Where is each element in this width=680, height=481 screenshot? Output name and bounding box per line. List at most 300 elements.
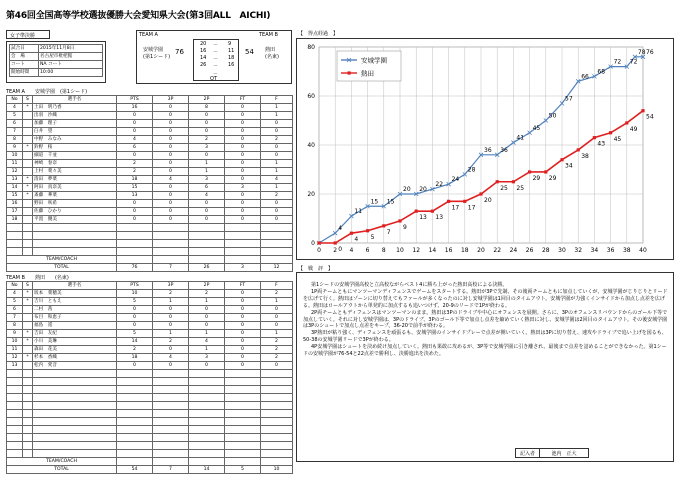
empty-row — [7, 402, 293, 410]
ot-row — [194, 70, 240, 77]
table-row — [7, 168, 293, 176]
table-cell: 0 — [153, 314, 189, 322]
column-header: FT — [225, 282, 261, 290]
table-cell: 2 — [189, 290, 225, 298]
table-cell: 出羽 沙織 — [33, 112, 117, 120]
info-value: 10:00 — [39, 69, 103, 77]
empty-row — [7, 450, 293, 458]
table-cell: 13 — [117, 192, 153, 200]
data-label: 9 — [403, 223, 407, 231]
table-cell: 0 — [153, 168, 189, 176]
table-cell: 0 — [189, 306, 225, 314]
table-cell: 0 — [225, 112, 261, 120]
data-label: 45 — [532, 124, 541, 132]
table-cell: 0 — [261, 306, 293, 314]
score-progress-chart — [296, 38, 674, 260]
table-cell: 2 — [261, 346, 293, 354]
table-row — [7, 160, 293, 168]
empty-row — [7, 232, 293, 240]
table-cell: 2 — [261, 354, 293, 362]
data-point-team-b — [593, 136, 596, 139]
table-cell: 0 — [189, 362, 225, 370]
table-cell — [23, 152, 33, 160]
table-cell: 12 — [7, 354, 23, 362]
data-label: 68 — [597, 68, 606, 76]
column-header: PTS — [117, 282, 153, 290]
data-point-team-b — [528, 170, 531, 173]
table-cell: 1 — [153, 298, 189, 306]
table-cell: 0 — [225, 330, 261, 338]
table-cell: 0 — [153, 128, 189, 136]
data-point-team-b — [366, 229, 369, 232]
info-key: 会 場 — [10, 53, 39, 61]
table-cell — [23, 120, 33, 128]
info-row — [10, 53, 103, 61]
x-tick-label: 18 — [460, 247, 469, 254]
data-label: 15 — [370, 198, 379, 206]
table-cell: 0 — [225, 168, 261, 176]
data-label: 29 — [548, 174, 557, 182]
info-row — [10, 61, 103, 69]
empty-row — [7, 386, 293, 394]
table-cell: 11 — [7, 160, 23, 168]
column-header: F — [261, 282, 293, 290]
table-row — [7, 208, 293, 216]
table-cell: 7 — [7, 314, 23, 322]
table-cell: 0 — [261, 120, 293, 128]
score-progress-svg — [297, 39, 673, 259]
table-cell: 佐藤 ひかり — [33, 208, 117, 216]
x-tick-label: 4 — [349, 247, 354, 254]
table-cell: 18 — [117, 354, 153, 362]
column-header: 選手名 — [33, 96, 117, 104]
team-b-label: TEAM B — [259, 32, 278, 38]
column-header: 2P — [189, 96, 225, 104]
quarter-dash: － — [213, 49, 219, 55]
report-text — [303, 282, 669, 358]
table-cell: 10 — [7, 152, 23, 160]
quarter-dash: － — [213, 42, 219, 48]
info-key: 試合日 — [10, 45, 39, 53]
total-label: TOTAL — [7, 264, 117, 272]
table-row — [7, 112, 293, 120]
table-cell: 1 — [261, 298, 293, 306]
x-tick-label: 28 — [541, 247, 550, 254]
table-cell: 0 — [225, 290, 261, 298]
table-cell: 0 — [153, 184, 189, 192]
table-row — [7, 322, 293, 330]
data-label: 45 — [613, 135, 622, 143]
data-label: 78 — [637, 48, 646, 56]
quarter-b: 18 — [228, 55, 235, 61]
table-cell: 吉田 友紀 — [33, 330, 117, 338]
table-cell: 0 — [189, 322, 225, 330]
table-cell: * — [23, 330, 33, 338]
table-cell: 0 — [117, 314, 153, 322]
table-cell: 中野 みなみ — [33, 136, 117, 144]
page-title: 第46回全国高等学校選抜優勝大会愛知県大会(第3回ALL AICHI) — [6, 11, 271, 21]
table-cell: 0 — [225, 120, 261, 128]
table-cell: 0 — [189, 200, 225, 208]
table-header — [7, 282, 293, 290]
total-cell: 12 — [261, 264, 293, 272]
y-tick-label: 80 — [307, 44, 315, 51]
quarter-b: 16 — [228, 62, 235, 68]
report-paragraph: 1P両チームともにマンツーマンディフェンスでゲームをスタートする。熱田が3Pで先制、その後両チームともに加点していくが、安城学園がじりじりとリードを広げて行く。熱田はゾーンに切り替えてもファールが多くなったのに対し安城学園は1回目のタイムアウト。安城学園が力強くインサイドから加点し点差を広げる。熱田はロールアウトから単発的に加点するも追いつけず、20-9のリードで1Pが終わる。 — [303, 288, 668, 309]
data-label: 15 — [386, 198, 395, 206]
quarter-row — [194, 55, 240, 62]
table-cell: 0 — [117, 216, 153, 224]
data-label: 72 — [613, 58, 622, 66]
info-value: 名古屋市枇杷館 — [39, 53, 103, 61]
data-label: 20 — [403, 186, 411, 193]
data-label: 29 — [532, 174, 541, 182]
table-cell: 2 — [117, 168, 153, 176]
table-row — [7, 362, 293, 370]
empty-row — [7, 418, 293, 426]
data-label: 50 — [548, 112, 557, 120]
table-cell: 7 — [7, 128, 23, 136]
info-value: 2015年11月8日 — [39, 45, 103, 53]
table-cell: 8 — [189, 104, 225, 112]
data-label: 25 — [500, 184, 508, 192]
legend-label: 熱田 — [361, 69, 374, 78]
team-a-caption: TEAM A 安城学園 (第1シード) — [6, 89, 88, 95]
table-cell: 1 — [261, 104, 293, 112]
table-row — [7, 354, 293, 362]
column-header: F — [261, 96, 293, 104]
table-cell: 0 — [153, 322, 189, 330]
category-label: 女子準決勝 — [10, 33, 36, 39]
table-cell: 3 — [189, 176, 225, 184]
total-cell: 14 — [189, 466, 225, 474]
table-cell: 0 — [117, 128, 153, 136]
table-cell: 0 — [261, 200, 293, 208]
data-point-team-b — [463, 200, 466, 203]
table-cell — [23, 314, 33, 322]
table-cell: 布目 和恵子 — [33, 314, 117, 322]
x-tick-label: 30 — [558, 247, 566, 254]
quarter-b: 11 — [228, 48, 235, 54]
data-label: 5 — [370, 233, 375, 241]
data-label: 24 — [451, 176, 460, 184]
table-cell: 0 — [189, 152, 225, 160]
table-cell: 0 — [153, 152, 189, 160]
table-cell: 0 — [153, 192, 189, 200]
total-row — [7, 466, 293, 474]
data-point-team-b — [334, 241, 337, 244]
report-heading: 【 戦 評 】 — [298, 266, 334, 272]
table-cell — [23, 160, 33, 168]
table-cell: 清田 夢菜 — [33, 176, 117, 184]
data-label: 76 — [646, 48, 654, 56]
data-point-team-b — [382, 224, 385, 227]
table-cell: 11 — [7, 346, 23, 354]
table-cell: 18 — [7, 216, 23, 224]
data-point-team-b — [625, 121, 628, 124]
table-row — [7, 152, 293, 160]
empty-row — [7, 434, 293, 442]
team-a-stats-table — [6, 95, 293, 272]
table-cell: 2 — [261, 136, 293, 144]
data-label: 34 — [565, 162, 573, 170]
table-cell: 1 — [261, 330, 293, 338]
quarter-dash: － — [213, 56, 219, 62]
table-cell: 0 — [189, 128, 225, 136]
table-cell: 0 — [225, 354, 261, 362]
table-cell: 0 — [225, 314, 261, 322]
category-badge — [6, 30, 50, 39]
table-cell: 0 — [261, 208, 293, 216]
table-row — [7, 290, 293, 298]
table-cell: 15 — [7, 192, 23, 200]
quarter-row — [194, 62, 240, 69]
table-cell: 9 — [7, 144, 23, 152]
coach-label: TEAM/COACH — [7, 256, 117, 264]
table-cell: 0 — [153, 160, 189, 168]
table-row — [7, 136, 293, 144]
empty-row — [7, 370, 293, 378]
data-point-team-b — [609, 131, 612, 134]
table-row — [7, 216, 293, 224]
data-label: 36 — [500, 146, 508, 154]
table-cell: 0 — [189, 216, 225, 224]
table-cell: 9 — [7, 330, 23, 338]
data-label: 4 — [354, 236, 359, 244]
x-tick-label: 2 — [333, 247, 338, 254]
table-row — [7, 298, 293, 306]
table-header — [7, 96, 293, 104]
x-tick-label: 36 — [606, 247, 615, 254]
chart-heading: 【 得点経過 】 — [298, 31, 339, 37]
report-paragraph: 3P熱田が粘り強く、ディフェンスを頑張るも、安城学園のインサイドプレーで点差が開いていく。熱田は3Pに切り替え、速攻やドライブで追い上げを図るも、50-38の安城学園リードで3Pが終わる。 — [303, 330, 667, 344]
data-point-team-b — [544, 170, 547, 173]
table-cell: 4 — [117, 136, 153, 144]
table-cell: 0 — [225, 136, 261, 144]
data-point-team-b — [317, 241, 320, 244]
table-cell: 3 — [225, 184, 261, 192]
table-cell — [23, 168, 33, 176]
table-cell: 臼井 望 — [33, 128, 117, 136]
data-label: 28 — [467, 166, 476, 174]
table-cell: 0 — [261, 144, 293, 152]
table-cell: 4 — [153, 176, 189, 184]
team-b-seed: (名東) — [265, 54, 279, 60]
table-cell: 0 — [225, 128, 261, 136]
data-point-team-b — [431, 210, 434, 213]
table-cell: 野田 咲希 — [33, 200, 117, 208]
table-cell — [23, 200, 33, 208]
table-cell: 0 — [225, 144, 261, 152]
x-tick-label: 10 — [396, 247, 404, 254]
column-header: No — [7, 282, 23, 290]
table-cell: 0 — [225, 362, 261, 370]
empty-row — [7, 410, 293, 418]
table-cell — [23, 208, 33, 216]
column-header: PTS — [117, 96, 153, 104]
table-cell: 1 — [189, 346, 225, 354]
table-cell: 5 — [117, 298, 153, 306]
x-tick-label: 16 — [444, 247, 453, 254]
table-cell: 18 — [117, 176, 153, 184]
table-cell: 8 — [7, 322, 23, 330]
x-tick-label: 0 — [317, 247, 321, 254]
table-cell — [23, 362, 33, 370]
table-cell — [23, 112, 33, 120]
empty-row — [7, 248, 293, 256]
table-cell: 12 — [7, 168, 23, 176]
empty-row — [7, 426, 293, 434]
total-cell: 7 — [153, 264, 189, 272]
data-point-team-b — [512, 180, 515, 183]
x-tick-label: 24 — [509, 247, 518, 254]
data-label: 13 — [419, 214, 427, 222]
column-header: FT — [225, 96, 261, 104]
empty-row — [7, 378, 293, 386]
team-a-name: 安城学園 — [143, 47, 164, 53]
table-cell: 0 — [225, 192, 261, 200]
total-label: TOTAL — [7, 466, 117, 474]
team-a-label: TEAM A — [139, 32, 158, 38]
table-row — [7, 176, 293, 184]
data-label: 20 — [484, 197, 492, 204]
table-cell: 3 — [189, 144, 225, 152]
data-label: 72 — [629, 58, 638, 66]
data-label: 7 — [386, 228, 391, 236]
table-cell: 1 — [189, 160, 225, 168]
table-cell: * — [23, 290, 33, 298]
info-key: 開始時間 — [10, 69, 39, 77]
table-cell: 4 — [153, 354, 189, 362]
table-cell: 6 — [117, 144, 153, 152]
x-tick-label: 14 — [428, 247, 437, 254]
report-paragraph: 第1シードの安城学園高校と立高校ながらベスト4に勝ち上がった熱田高校による決勝。 — [311, 282, 508, 288]
table-cell: 0 — [261, 362, 293, 370]
quarter-a: 14 — [200, 55, 207, 61]
recorder-name: 池内 正大 — [540, 449, 589, 458]
table-cell: 0 — [225, 160, 261, 168]
table-cell — [23, 346, 33, 354]
data-point-team-b — [447, 200, 450, 203]
table-cell: 0 — [225, 322, 261, 330]
table-cell: 2 — [117, 160, 153, 168]
quarter-a: 16 — [200, 48, 207, 54]
table-cell: 1 — [261, 168, 293, 176]
total-cell: 54 — [117, 466, 153, 474]
table-cell: 0 — [225, 176, 261, 184]
team-b-caption: TEAM B 熱田 (名東) — [6, 275, 69, 281]
table-cell: * — [23, 144, 33, 152]
x-tick-label: 20 — [477, 247, 485, 254]
table-cell: 4 — [7, 104, 23, 112]
table-cell: 1 — [261, 184, 293, 192]
table-cell: 0 — [225, 346, 261, 354]
y-tick-label: 40 — [307, 142, 315, 149]
quarter-a: 20 — [200, 41, 207, 47]
table-cell: * — [23, 104, 33, 112]
table-cell — [23, 322, 33, 330]
table-row — [7, 200, 293, 208]
table-cell: 杉本 香織 — [33, 354, 117, 362]
table-cell: 小川 美琳 — [33, 338, 117, 346]
data-label: 38 — [581, 152, 589, 160]
data-point-team-b — [496, 180, 499, 183]
column-header: No — [7, 96, 23, 104]
table-cell: 4 — [189, 338, 225, 346]
table-row — [7, 184, 293, 192]
quarter-b: 9 — [228, 41, 232, 47]
table-cell: 森田 花美 — [33, 346, 117, 354]
recorder-label: 記入者 — [516, 449, 540, 458]
report-box — [296, 272, 674, 462]
data-point-team-b — [560, 158, 563, 161]
table-cell: 6 — [189, 184, 225, 192]
data-label: 41 — [516, 134, 525, 142]
table-row — [7, 144, 293, 152]
quarter-dash: － — [213, 63, 219, 69]
table-cell: 15 — [117, 184, 153, 192]
table-cell: 土田 明乃香 — [33, 104, 117, 112]
quarter-row — [194, 48, 240, 55]
coach-row — [7, 256, 293, 264]
data-point-team-b — [398, 219, 401, 222]
empty-row — [7, 240, 293, 248]
x-tick-label: 34 — [590, 247, 599, 254]
table-cell: 0 — [189, 208, 225, 216]
table-cell: 0 — [153, 104, 189, 112]
report-paragraph: 2P両チームともディフェンスはマンツーマンのまま。熱田は3Pのドライブや中心にオフェンスを展開。さらに、3Pのオフェンスリバウンドからのゴール下等で加点していく。それに対し安城学園は、3Pのドライブ、3Pのゴール下等で加点し点差を縮めていく熱田に対し、安城学園は2回目のタイムアウト。その後安城学園は3Pのシュートで加点し点差をキープ。36-20で前半が終わる。 — [303, 309, 668, 330]
team-b-total: 54 — [245, 48, 254, 56]
table-cell: 加藤 理子 — [33, 120, 117, 128]
empty-row — [7, 394, 293, 402]
column-header: 3P — [153, 282, 189, 290]
table-cell: 0 — [225, 200, 261, 208]
table-cell: 0 — [261, 322, 293, 330]
table-cell: 5 — [7, 298, 23, 306]
table-cell: 0 — [153, 200, 189, 208]
table-cell — [23, 216, 33, 224]
table-cell: * — [23, 354, 33, 362]
table-cell: 0 — [261, 128, 293, 136]
data-point-team-b — [415, 210, 418, 213]
table-cell: 0 — [261, 216, 293, 224]
x-tick-label: 26 — [525, 247, 534, 254]
table-cell: 4 — [189, 192, 225, 200]
y-tick-label: 60 — [307, 93, 315, 100]
table-cell: * — [23, 298, 33, 306]
ot-label: OT — [210, 76, 217, 82]
column-header: S — [23, 96, 33, 104]
table-cell: 2 — [261, 192, 293, 200]
total-cell: 10 — [261, 466, 293, 474]
table-row — [7, 314, 293, 322]
x-tick-label: 12 — [412, 247, 421, 254]
table-cell: 0 — [117, 322, 153, 330]
x-tick-label: 6 — [365, 247, 370, 254]
quarter-a: 26 — [200, 62, 207, 68]
y-tick-label: 0 — [311, 240, 315, 247]
table-cell: 16 — [117, 104, 153, 112]
table-cell: 0 — [225, 298, 261, 306]
table-cell: 0 — [153, 136, 189, 144]
table-cell: 阿田 真奈美 — [33, 184, 117, 192]
data-point-team-b — [577, 148, 580, 151]
table-cell: 2 — [153, 338, 189, 346]
coach-row — [7, 458, 293, 466]
table-cell: * — [23, 338, 33, 346]
team-b-name: 熱田 — [265, 47, 276, 53]
info-value: NA コート — [39, 61, 103, 69]
